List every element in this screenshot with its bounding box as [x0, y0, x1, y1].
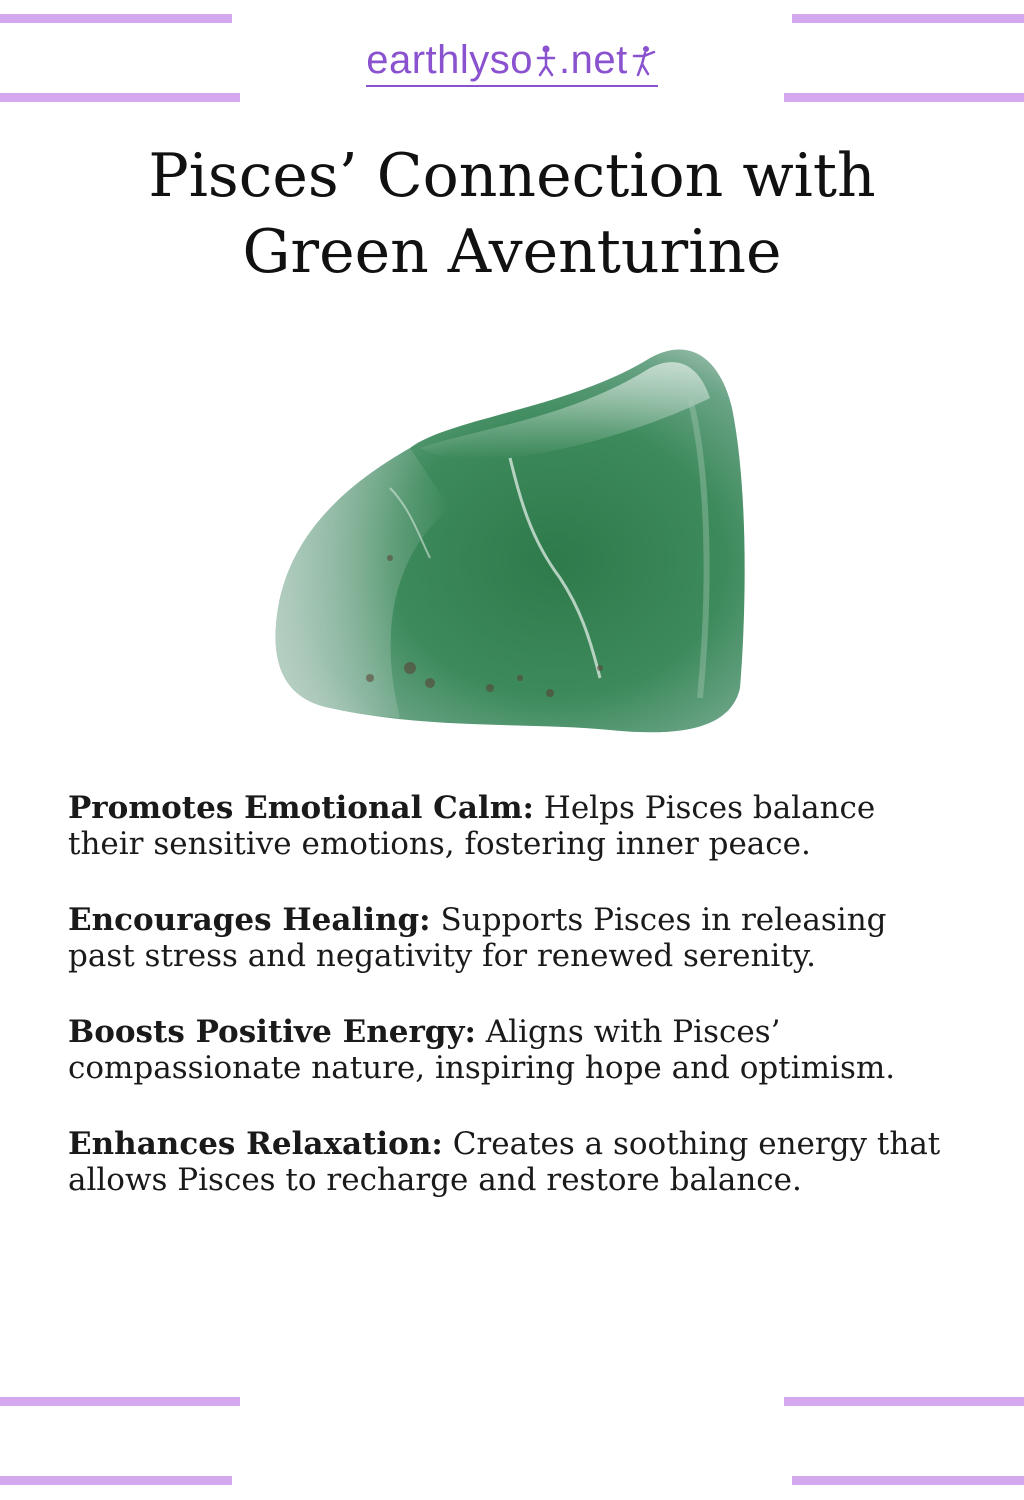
benefit-label: Promotes Emotional Calm: [68, 790, 534, 826]
benefit-item [68, 1126, 948, 1198]
brand-logo[interactable] [0, 38, 1024, 87]
logo-text-start: earthlyso [366, 38, 534, 82]
title-line-2: Green Aventurine [242, 217, 782, 287]
benefit-item [68, 1014, 948, 1086]
decor-bar-bottom-left-2 [0, 1476, 232, 1485]
benefit-text: Creates a soothing energy that allows Pisces to recharge and restore balance. [68, 1126, 941, 1198]
benefit-item [68, 790, 948, 862]
benefit-item [68, 902, 948, 974]
decor-bar-bottom-right-2 [792, 1476, 1024, 1485]
decor-bar-bottom-right-1 [784, 1397, 1024, 1406]
yoga-figure-icon [535, 44, 557, 78]
logo-text-end: .net [559, 38, 628, 82]
title-line-1: Pisces’ Connection with [148, 141, 876, 211]
decor-bar-top-left-2 [0, 93, 240, 102]
benefit-text: Helps Pisces balance their sensitive emotions, fostering inner peace. [68, 790, 876, 862]
decor-bar-top-left-1 [0, 14, 232, 23]
green-aventurine-stone-image [270, 338, 760, 738]
dancer-figure-icon [630, 44, 656, 78]
benefits-list [68, 790, 948, 1238]
decor-bar-top-right-2 [784, 93, 1024, 102]
page-title [0, 138, 1024, 290]
decor-bar-top-right-1 [792, 14, 1024, 23]
benefit-text: Supports Pisces in releasing past stress and negativity for renewed serenity. [68, 902, 887, 974]
benefit-text: Aligns with Pisces’ compassionate nature, inspiring hope and optimism. [68, 1014, 896, 1086]
decor-bar-bottom-left-1 [0, 1397, 240, 1406]
benefit-label: Enhances Relaxation: [68, 1126, 443, 1162]
benefit-label: Boosts Positive Energy: [68, 1014, 476, 1050]
benefit-label: Encourages Healing: [68, 902, 431, 938]
